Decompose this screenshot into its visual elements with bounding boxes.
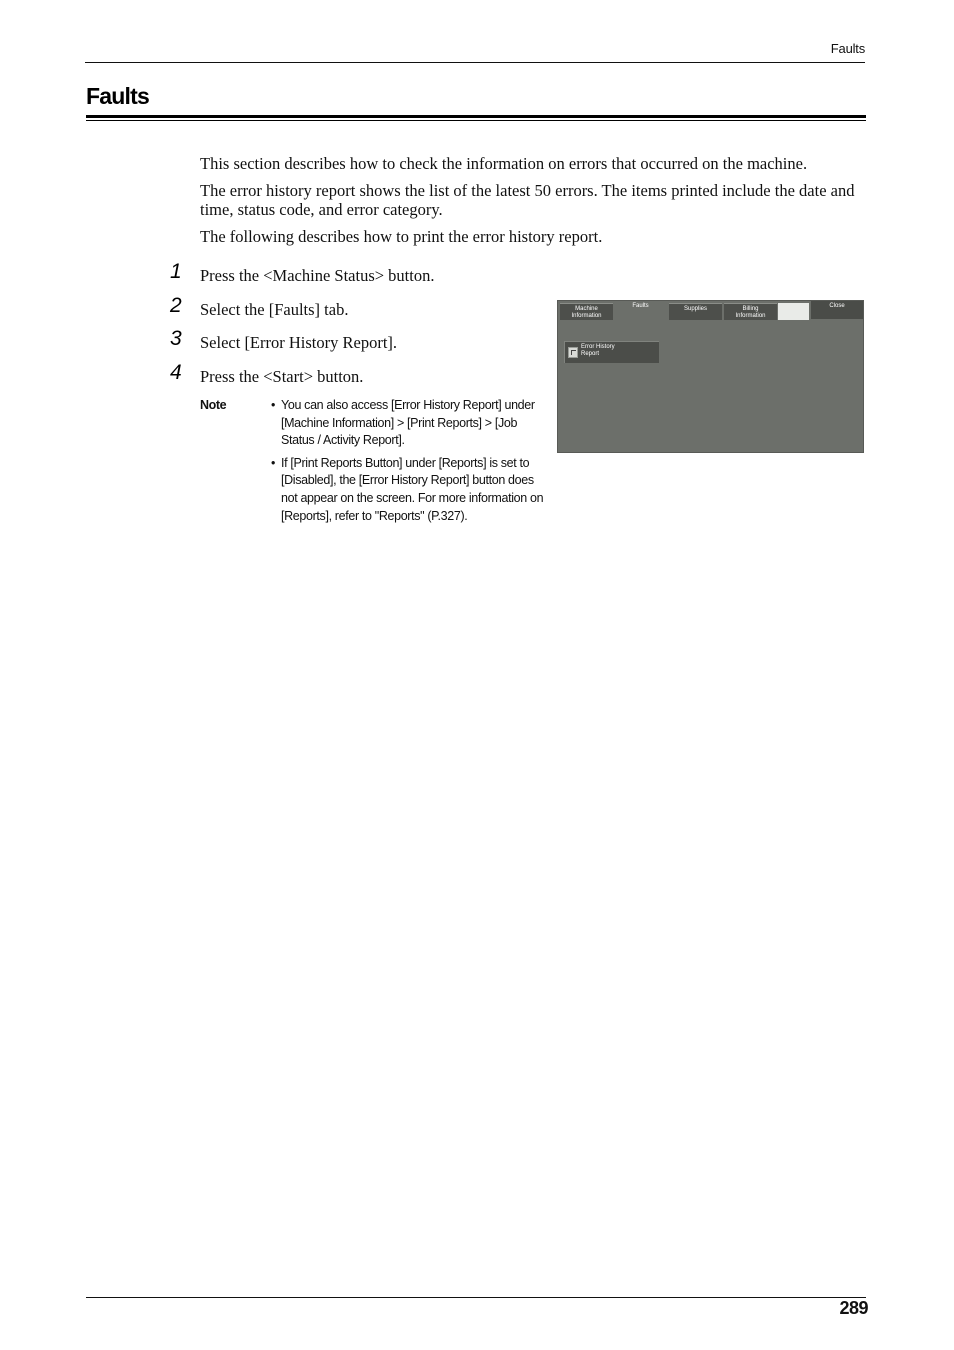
tab-faults[interactable] xyxy=(614,301,667,320)
bullet-icon: • xyxy=(271,455,276,470)
page-title: Faults xyxy=(86,83,149,109)
step-text: Select [Error History Report]. xyxy=(200,333,398,352)
bullet-icon: • xyxy=(271,398,276,412)
header-rule xyxy=(85,62,865,63)
report-icon xyxy=(568,347,578,358)
note-item xyxy=(270,455,550,525)
note-label: Note xyxy=(200,398,227,412)
report-button-label xyxy=(581,344,657,358)
intro-text xyxy=(200,154,868,254)
step-number: 1 xyxy=(170,260,182,283)
title-rule-thin xyxy=(86,120,866,121)
note-item-text: If [Print Reports Button] under [Reports] is set to [Disabled], the [Error History Report] button does not appear on the screen. For more information on [Reports], refer to "Reports" (P.327). xyxy=(281,455,544,523)
intro-paragraph-1: This section describes how to check the information on errors that occurred on the machine. xyxy=(200,154,808,173)
report-button-line-2: Report xyxy=(581,351,600,357)
footer-rule xyxy=(86,1297,866,1298)
tab-label: Supplies xyxy=(683,306,707,312)
step-number: 2 xyxy=(170,294,182,317)
tab-label: Information xyxy=(571,313,602,319)
note-item xyxy=(270,397,550,450)
tab-bar xyxy=(558,301,863,320)
close-button[interactable]: Close xyxy=(811,301,863,319)
note-item-text: You can also access [Error History Report] under [Machine Information] > [Print Reports] > [Job Status / Activity Report]. xyxy=(281,398,535,448)
step-number: 4 xyxy=(170,361,182,384)
tab-machine-information[interactable] xyxy=(560,303,613,320)
tab-label: Information xyxy=(735,313,766,319)
tab-spacer xyxy=(778,303,809,320)
step-text: Select the [Faults] tab. xyxy=(200,300,349,319)
step-text: Press the <Machine Status> button. xyxy=(200,266,435,285)
title-rule xyxy=(86,115,866,118)
tab-label: Billing xyxy=(742,306,759,312)
step-number: 3 xyxy=(170,327,182,350)
tab-label: Faults xyxy=(632,303,649,309)
running-header: Faults xyxy=(830,41,865,56)
note-list xyxy=(270,397,550,530)
error-history-report-button[interactable] xyxy=(564,341,659,363)
tab-billing-information[interactable] xyxy=(724,303,777,320)
page-number: 289 xyxy=(839,1298,868,1318)
intro-paragraph-2: The error history report shows the list of the latest 50 errors. The items printed include the date and time, status code, and error category. xyxy=(200,181,855,219)
machine-status-screen xyxy=(557,300,864,453)
tab-label: Machine xyxy=(575,306,598,312)
intro-paragraph-3: The following describes how to print the error history report. xyxy=(200,227,603,246)
report-button-line-1: Error History xyxy=(581,344,615,350)
tab-supplies[interactable] xyxy=(669,303,722,320)
step-text: Press the <Start> button. xyxy=(200,367,364,386)
